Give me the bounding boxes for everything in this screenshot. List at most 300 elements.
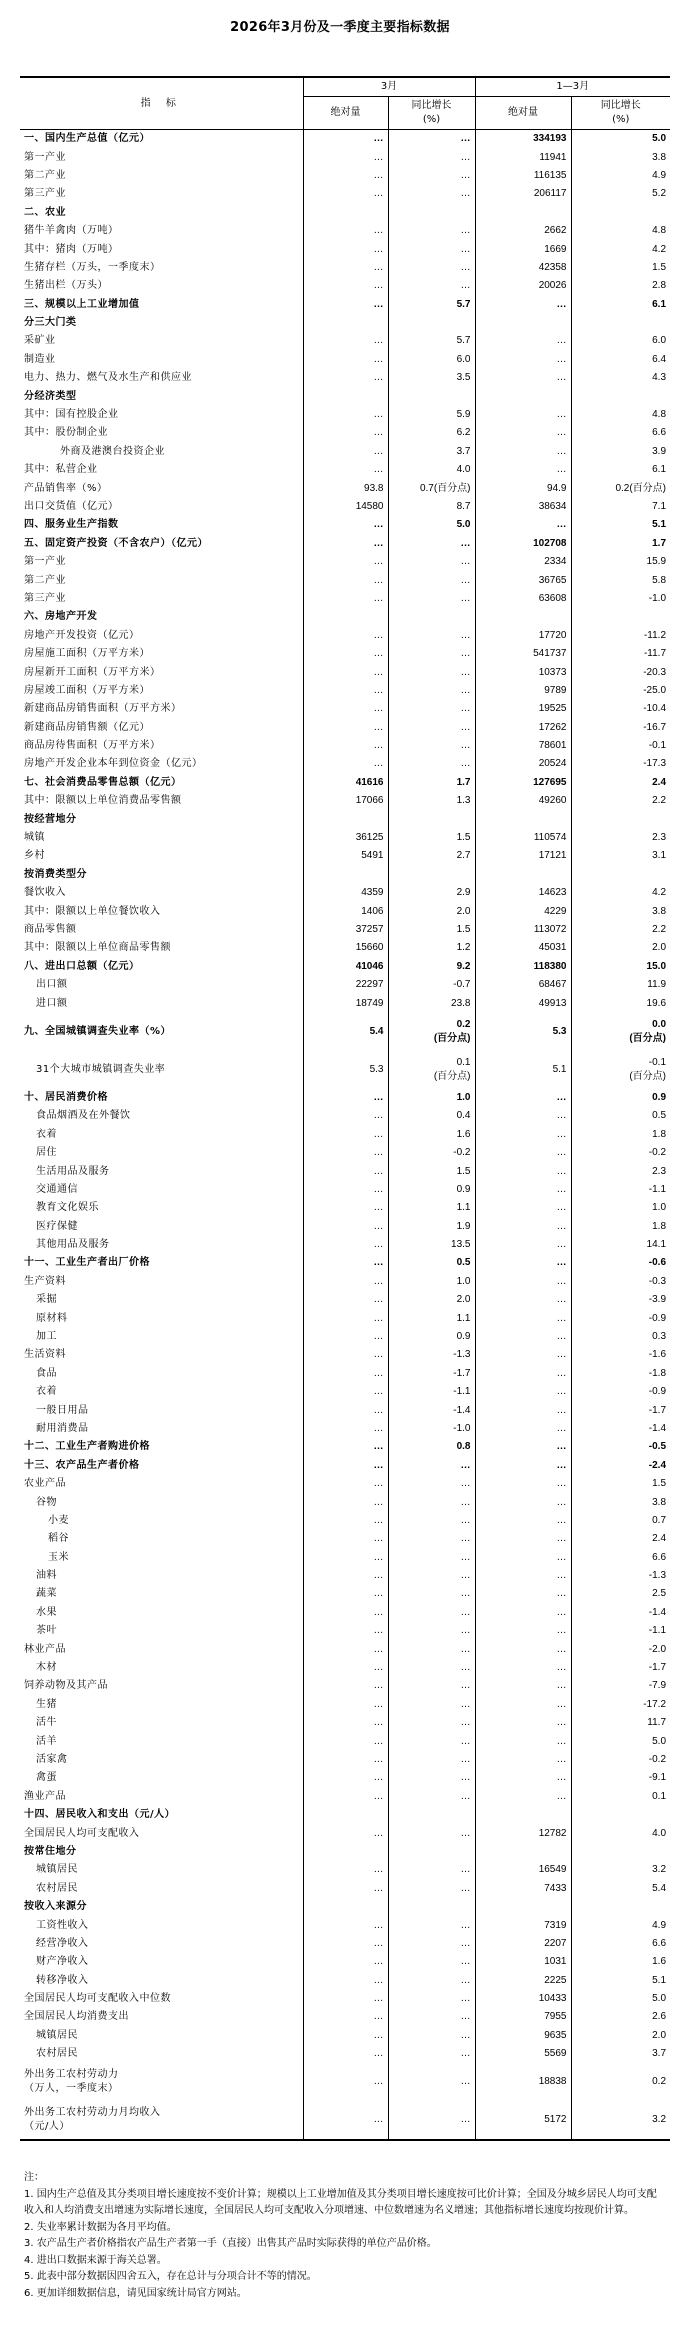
q1-absolute-value: … [556,1110,567,1122]
q1-yoy-value: 6.1 [652,464,667,476]
march-absolute-cell [303,332,388,350]
march-yoy-value: … [460,2029,471,2041]
march-yoy-value: … [460,1662,471,1674]
q1-yoy-cell [571,1604,670,1622]
march-absolute-value: … [373,1570,384,1582]
row-label [20,1401,303,1419]
march-absolute-value: … [373,1919,384,1931]
q1-yoy-cell [571,387,670,405]
table-row [20,443,670,461]
march-yoy-cell [388,130,475,149]
march-absolute-cell [303,1144,388,1162]
q1-yoy-value: -0.5 [648,1441,667,1453]
row-label [20,737,303,755]
q1-yoy-value: 6.6 [652,1937,667,1949]
row-label-text: 外出务工农村劳动力 [24,2069,119,2081]
row-label [20,1935,303,1953]
row-label-text: 新建商品房销售面积（万平方米） [24,703,182,715]
march-yoy-cell [388,553,475,571]
q1-yoy-cell [571,1051,670,1089]
march-yoy-cell [388,1935,475,1953]
march-yoy-cell [388,1843,475,1861]
q1-yoy-value: 5.8 [652,574,667,586]
row-label [20,810,303,828]
q1-yoy-value: 2.2 [652,795,667,807]
march-absolute-cell [303,1181,388,1199]
march-absolute-value: 41616 [355,776,384,788]
q1-absolute-cell [475,479,571,497]
q1-absolute-cell [475,185,571,203]
row-label-text: 十四、居民收入和支出（元/人） [24,1809,176,1821]
q1-yoy-value: 15.9 [646,556,667,568]
q1-absolute-cell [475,792,571,810]
march-yoy-cell [388,737,475,755]
row-label-text: 转移净收入 [36,1974,89,1986]
row-label-text: 按常住地分 [24,1845,77,1857]
table-row [20,1328,670,1346]
march-absolute-cell [303,387,388,405]
q1-absolute-value: … [556,1625,567,1637]
row-label-text: 活羊 [36,1735,57,1747]
q1-absolute-value: 1031 [544,1956,567,1968]
q1-absolute-value: 5.3 [552,1025,567,1037]
q1-yoy-cell [571,1493,670,1511]
row-label-text: 十二、工业生产者购进价格 [24,1441,150,1453]
march-yoy-value: … [460,1974,471,1986]
march-absolute-value: … [373,1533,384,1545]
q1-yoy-cell [571,1990,670,2008]
q1-absolute-cell [475,296,571,314]
q1-yoy-cell [571,1107,670,1125]
march-yoy-value: … [460,721,471,733]
q1-yoy-value: -11.2 [643,629,667,641]
march-yoy-value: … [460,261,471,273]
table-row [20,1732,670,1750]
row-label-text: 分经济类型 [24,390,77,402]
table-row [20,1107,670,1125]
march-absolute-cell [303,755,388,773]
march-yoy-cell [388,167,475,185]
march-yoy-cell [388,755,475,773]
row-label [20,1861,303,1879]
march-yoy-cell [388,1861,475,1879]
q1-absolute-value: … [556,1754,567,1765]
q1-absolute-cell [475,1013,571,1051]
march-absolute-cell [303,1217,388,1235]
q1-absolute-value: 42358 [538,261,567,273]
march-absolute-cell [303,1549,388,1567]
table-row [20,1493,670,1511]
march-absolute-value: … [373,1882,384,1894]
q1-yoy-cell [571,332,670,350]
q1-yoy-cell [571,902,670,920]
q1-yoy-cell [571,351,670,369]
q1-yoy-cell [571,130,670,149]
march-absolute-value: … [373,1257,384,1269]
q1-yoy-cell [571,792,670,810]
row-label-text: 医疗保健 [36,1220,78,1232]
q1-yoy-cell [571,682,670,700]
march-yoy-cell [388,1328,475,1346]
march-yoy-value: -0.2 [453,1147,471,1159]
q1-absolute-cell [475,1328,571,1346]
q1-absolute-value: … [556,1772,567,1784]
row-label [20,461,303,479]
q1-absolute-value: 16549 [538,1864,567,1876]
q1-yoy-cell [571,958,670,976]
q1-yoy-cell [571,167,670,185]
march-yoy-cell [388,1824,475,1842]
q1-absolute-value: … [556,1312,567,1324]
march-absolute-value: … [373,1349,384,1361]
march-yoy-value: 4.0 [456,464,471,476]
q1-yoy-cell [571,1365,670,1383]
march-absolute-value: 15660 [355,942,384,954]
q1-yoy-cell [571,553,670,571]
footnote-item: 3. 农产品生产者价格指农产品生产者第一手（直接）出售其产品时实际获得的单位产品价格。 [24,2238,437,2249]
table-row [20,939,670,957]
march-yoy-cell [388,1604,475,1622]
table-row [20,976,670,994]
q1-yoy-cell [571,2063,670,2101]
row-label-text: 渔业产品 [24,1790,66,1802]
row-label-text: 进口额 [36,997,68,1009]
row-label [20,1604,303,1622]
table-row [20,1438,670,1456]
row-label [20,1107,303,1125]
q1-absolute-cell [475,1824,571,1842]
march-absolute-cell [303,2045,388,2063]
q1-yoy-value: -1.4 [648,1422,667,1434]
q1-absolute-cell [475,645,571,663]
march-yoy-cell [388,590,475,608]
row-label-text: 原材料 [36,1312,68,1324]
row-label-text: 第一产业 [24,556,66,568]
q1-yoy-cell [571,774,670,792]
march-yoy-cell [388,1162,475,1180]
march-yoy-cell [388,1144,475,1162]
march-absolute-value: … [373,1790,384,1802]
q1-absolute-value: … [556,298,567,310]
q1-yoy-cell [571,1972,670,1990]
table-row [20,755,670,773]
row-label-text: 按经营地分 [24,813,77,825]
march-absolute-cell [303,1346,388,1364]
q1-absolute-value: … [556,1570,567,1582]
march-absolute-value: … [373,1937,384,1949]
table-row [20,222,670,240]
q1-yoy-value: 19.6 [646,997,667,1009]
march-yoy-cell [388,148,475,166]
row-label-text: 其中：限额以上单位商品零售额 [24,942,171,954]
march-yoy-cell [388,921,475,939]
march-absolute-value: … [373,243,384,255]
q1-absolute-value: … [556,335,567,347]
march-yoy-cell [388,700,475,718]
q1-absolute-value: 78601 [538,740,567,752]
row-label [20,498,303,516]
table-row [20,1604,670,1622]
march-absolute-value: … [373,1827,384,1839]
row-label [20,1898,303,1916]
footnotes [24,2170,660,2302]
q1-absolute-value: 9789 [544,684,567,696]
march-absolute-cell [303,1567,388,1585]
march-yoy-cell [388,259,475,277]
march-absolute-cell [303,204,388,222]
march-yoy-cell [388,1438,475,1456]
march-absolute-cell [303,994,388,1012]
q1-yoy-cell [571,535,670,553]
q1-yoy-value: -1.0 [648,592,667,604]
q1-absolute-cell [475,847,571,865]
march-absolute-value: … [373,1643,384,1655]
march-absolute-value: … [373,629,384,641]
q1-absolute-value: 2225 [544,1974,567,1986]
march-absolute-value: … [373,225,384,237]
table-row [20,2101,670,2140]
march-absolute-value: … [373,648,384,660]
march-yoy-cell [388,663,475,681]
header-group-q1: 1—3月 [475,77,670,97]
q1-absolute-value: 5172 [544,2114,567,2126]
row-label [20,1512,303,1530]
q1-yoy-value: -1.7 [648,1404,667,1416]
march-absolute-value: … [373,261,384,273]
march-yoy-cell [388,1567,475,1585]
q1-yoy-cell [571,1217,670,1235]
row-label-text: 三、规模以上工业增加值 [24,298,140,310]
table-row [20,866,670,884]
march-yoy-cell [388,1457,475,1475]
table-row [20,1751,670,1769]
q1-yoy-value: -11.7 [643,648,667,660]
row-label [20,1162,303,1180]
q1-absolute-cell [475,2008,571,2026]
march-yoy-cell [388,1916,475,1934]
march-yoy-cell [388,1696,475,1714]
q1-yoy-cell [571,314,670,332]
march-absolute-cell [303,406,388,424]
q1-yoy-cell [571,1401,670,1419]
q1-absolute-value: 5.1 [552,1063,567,1075]
table-row [20,663,670,681]
march-absolute-value: … [373,2029,384,2041]
row-label-text: 第二产业 [24,169,66,181]
q1-absolute-cell [475,1383,571,1401]
march-yoy-value: … [460,2048,471,2060]
table-row [20,1696,670,1714]
march-yoy-cell [388,608,475,626]
row-label-text: 谷物 [36,1496,57,1508]
row-label [20,1126,303,1144]
q1-yoy-cell [571,719,670,737]
row-label [20,1714,303,1732]
q1-yoy-cell [571,424,670,442]
row-label [20,884,303,902]
q1-yoy-value: 4.8 [652,225,667,237]
q1-absolute-cell [475,240,571,258]
header-q1-yoy [571,97,670,130]
q1-absolute-cell [475,406,571,424]
q1-yoy-cell [571,1199,670,1217]
header-yoy-unit: (%) [612,114,630,125]
q1-yoy-value: 5.0 [652,1993,667,2005]
march-absolute-cell [303,1199,388,1217]
q1-yoy-cell [571,1769,670,1787]
q1-yoy-cell [571,479,670,497]
q1-yoy-value: 3.2 [652,2114,667,2126]
q1-yoy-cell [571,1788,670,1806]
row-label-text: 出口交货值（亿元） [24,501,119,512]
q1-absolute-value: 17121 [538,850,567,862]
march-absolute-value: … [373,353,384,365]
q1-yoy-value: 4.9 [652,1919,667,1931]
q1-absolute-value: … [556,1091,567,1103]
row-label-subtext: （元/人） [24,2121,70,2133]
march-yoy-cell [388,2008,475,2026]
march-yoy-cell [388,2063,475,2101]
march-yoy-value: 0.8 [456,1441,471,1453]
table-row [20,1530,670,1548]
header-q1-abs: 绝对量 [475,97,571,130]
march-absolute-value: … [373,1551,384,1563]
march-yoy-cell [388,810,475,828]
q1-yoy-cell [571,1880,670,1898]
row-label [20,1144,303,1162]
table-row [20,332,670,350]
row-label [20,1972,303,1990]
march-yoy-cell [388,1236,475,1254]
march-yoy-value: … [460,666,471,678]
row-label [20,535,303,553]
q1-yoy-cell [571,1824,670,1842]
row-label [20,866,303,884]
march-absolute-cell [303,1972,388,1990]
march-absolute-value: … [373,1698,384,1710]
row-label-text: 生活资料 [24,1349,66,1361]
q1-absolute-cell [475,1990,571,2008]
q1-absolute-cell [475,1640,571,1658]
q1-absolute-value: … [556,1220,567,1232]
march-absolute-cell [303,1051,388,1089]
march-yoy-value: … [460,1606,471,1618]
q1-yoy-cell [571,1383,670,1401]
q1-absolute-value: … [556,1165,567,1177]
q1-absolute-cell [475,571,571,589]
row-label-text: 其他用品及服务 [36,1239,110,1251]
march-yoy-cell [388,443,475,461]
row-label [20,479,303,497]
q1-absolute-value: … [556,1349,567,1361]
table-row [20,1512,670,1530]
march-absolute-value: … [373,592,384,604]
march-absolute-value: … [373,1183,384,1195]
q1-yoy-value: 3.9 [652,445,667,457]
march-yoy-cell [388,1732,475,1750]
march-absolute-cell [303,222,388,240]
row-label [20,1051,303,1089]
q1-yoy-value: 11.7 [647,1717,667,1729]
table-row [20,1401,670,1419]
q1-yoy-cell [571,406,670,424]
row-label-text: 四、服务业生产指数 [24,519,119,531]
q1-absolute-value: … [556,1606,567,1618]
q1-yoy-value: -0.1 [648,1056,667,1068]
row-label-text: 房屋施工面积（万平方米） [24,648,150,660]
q1-yoy-value: 3.8 [652,151,667,163]
march-absolute-cell [303,645,388,663]
march-yoy-value: … [460,225,471,237]
march-yoy-cell [388,1181,475,1199]
q1-yoy-cell [571,755,670,773]
march-absolute-value: … [373,298,384,310]
q1-absolute-value: … [556,409,567,421]
march-yoy-cell [388,645,475,663]
q1-absolute-value: … [556,1680,567,1692]
q1-absolute-value: … [556,1551,567,1563]
q1-yoy-value: 5.1 [652,1974,667,1986]
march-absolute-cell [303,1530,388,1548]
q1-yoy-value: 2.8 [652,280,667,292]
march-yoy-cell [388,719,475,737]
row-label-text: 猪牛羊禽肉（万吨） [24,225,119,237]
march-yoy-value: … [460,556,471,568]
row-label-text: 一、国内生产总值（亿元） [24,133,150,145]
q1-yoy-value: 1.8 [652,1128,667,1140]
q1-absolute-cell [475,1475,571,1493]
march-absolute-cell [303,1622,388,1640]
row-label [20,1824,303,1842]
march-yoy-value: … [460,703,471,715]
march-absolute-value: 5491 [361,850,384,862]
row-label [20,1273,303,1291]
table-row [20,810,670,828]
q1-absolute-cell [475,1438,571,1456]
table-row [20,774,670,792]
q1-absolute-value: … [556,1514,567,1526]
row-label-text: 农业产品 [24,1478,66,1490]
q1-yoy-value: -9.1 [648,1772,667,1784]
q1-yoy-cell [571,1622,670,1640]
march-yoy-value: … [460,648,471,660]
q1-absolute-value: 17720 [538,629,567,641]
q1-yoy-cell [571,1843,670,1861]
march-absolute-value: … [373,335,384,347]
row-label [20,2101,303,2140]
march-yoy-cell [388,847,475,865]
q1-absolute-cell [475,700,571,718]
march-absolute-cell [303,590,388,608]
march-absolute-value: … [373,1606,384,1618]
q1-absolute-cell [475,1585,571,1603]
march-absolute-value: 22297 [355,979,384,991]
march-absolute-value: … [373,1680,384,1692]
march-yoy-cell [388,1217,475,1235]
table-row [20,2045,670,2063]
march-absolute-value: … [373,1331,384,1343]
q1-yoy-value: 3.1 [652,850,667,862]
row-label [20,1880,303,1898]
table-row [20,1383,670,1401]
march-yoy-value: 3.5 [456,372,471,384]
table-row [20,1199,670,1217]
march-yoy-value: … [460,2011,471,2023]
row-label [20,424,303,442]
q1-absolute-cell [475,1199,571,1217]
march-yoy-value: … [460,243,471,255]
march-absolute-cell [303,1935,388,1953]
